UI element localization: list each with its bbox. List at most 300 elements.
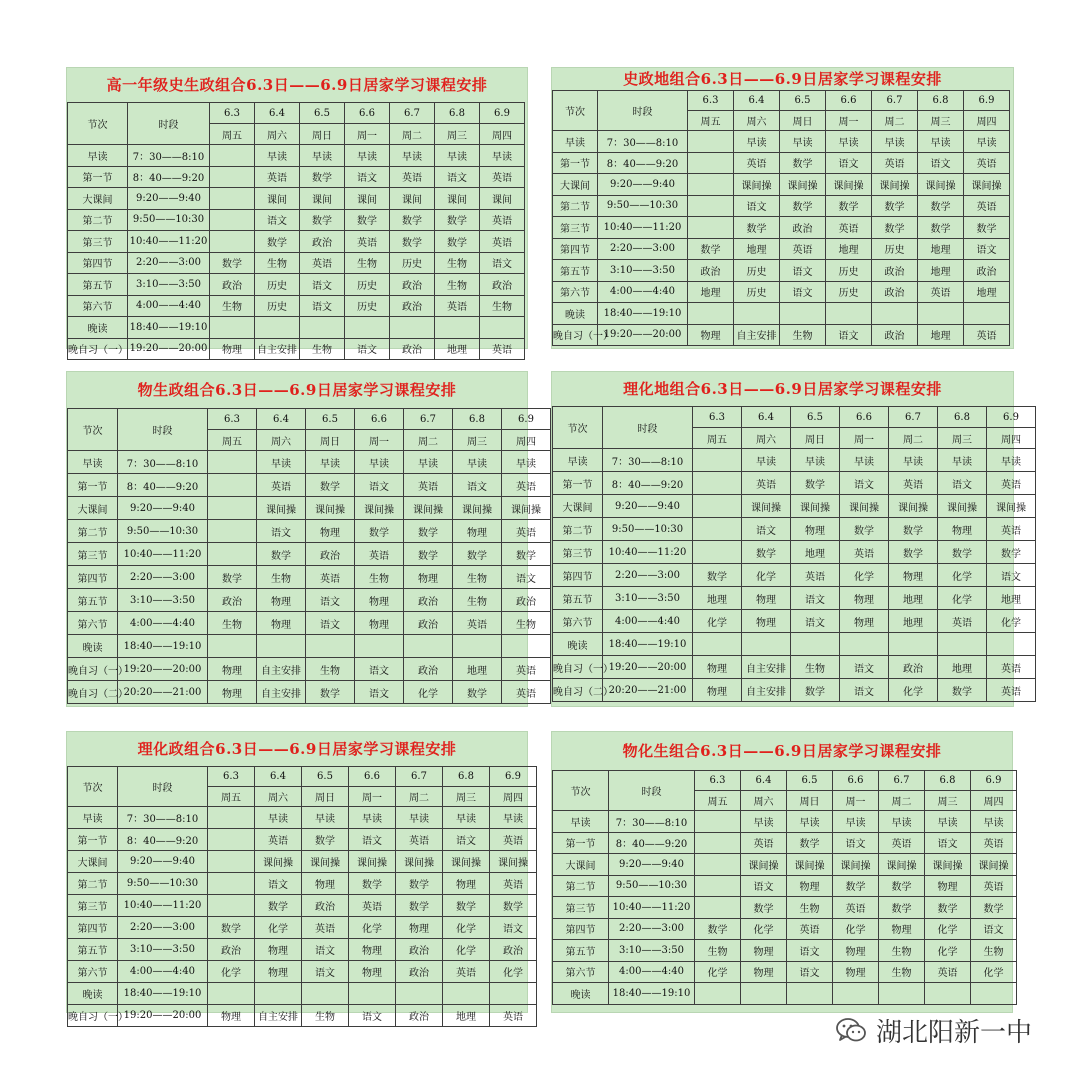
subject-cell: 物理 <box>925 875 971 897</box>
subject-cell: 地理 <box>443 1005 490 1027</box>
weekday-header: 周六 <box>257 430 306 451</box>
subject-cell: 课间操 <box>971 854 1017 876</box>
subject-cell: 英语 <box>480 166 525 188</box>
time-header: 时段 <box>118 409 208 451</box>
subject-cell: 语文 <box>826 324 872 346</box>
subject-cell <box>688 303 734 325</box>
weekday-header: 周一 <box>345 124 390 145</box>
subject-cell: 政治 <box>872 281 918 303</box>
period-cell: 第四节 <box>553 918 609 940</box>
subject-cell: 早读 <box>435 145 480 167</box>
subject-cell: 政治 <box>480 274 525 296</box>
subject-cell: 数学 <box>396 873 443 895</box>
subject-cell: 生物 <box>787 897 833 919</box>
subject-cell: 地理 <box>918 238 964 260</box>
table-row <box>553 832 1017 854</box>
subject-cell: 政治 <box>396 939 443 961</box>
subject-cell: 课间操 <box>741 854 787 876</box>
subject-cell: 英语 <box>987 679 1036 702</box>
subject-cell: 物理 <box>840 610 889 633</box>
time-cell: 9:20——9:40 <box>603 495 693 518</box>
subject-cell: 化学 <box>987 610 1036 633</box>
time-cell: 10:40——11:20 <box>118 543 208 566</box>
table-row <box>553 324 1010 346</box>
subject-cell: 语文 <box>453 474 502 497</box>
subject-cell: 英语 <box>840 541 889 564</box>
subject-cell <box>693 518 742 541</box>
weekday-header: 周二 <box>889 428 938 449</box>
date-header: 6.6 <box>355 409 404 430</box>
time-cell: 4:00——4:40 <box>603 610 693 633</box>
time-cell: 4:00——4:40 <box>118 961 208 983</box>
subject-cell: 语文 <box>255 209 300 231</box>
subject-cell: 英语 <box>443 961 490 983</box>
table-row <box>553 195 1010 217</box>
date-header: 6.8 <box>443 767 490 787</box>
subject-cell: 语文 <box>302 939 349 961</box>
time-cell: 18:40——19:10 <box>128 317 210 339</box>
subject-cell: 数学 <box>210 252 255 274</box>
period-cell: 晚读 <box>553 983 609 1005</box>
subject-cell: 化学 <box>925 918 971 940</box>
subject-cell: 地理 <box>938 656 987 679</box>
table-row <box>553 587 1036 610</box>
subject-cell: 数学 <box>780 152 826 174</box>
subject-cell: 数学 <box>306 474 355 497</box>
header-row <box>553 771 1017 791</box>
period-cell: 晚读 <box>68 635 118 658</box>
subject-cell: 数学 <box>872 217 918 239</box>
panel-title: 物化生组合6.3日——6.9日居家学习课程安排 <box>622 742 942 760</box>
period-cell: 晚读 <box>68 983 118 1005</box>
subject-cell: 数学 <box>349 873 396 895</box>
date-header: 6.8 <box>453 409 502 430</box>
subject-cell: 早读 <box>938 449 987 472</box>
subject-cell: 化学 <box>840 564 889 587</box>
subject-cell: 早读 <box>302 807 349 829</box>
schedule-table <box>67 408 551 704</box>
period-cell: 晚自习（一） <box>68 1005 118 1027</box>
subject-cell: 物理 <box>693 679 742 702</box>
subject-cell: 早读 <box>404 451 453 474</box>
subject-cell: 政治 <box>210 274 255 296</box>
weekday-header: 周日 <box>787 791 833 811</box>
period-cell: 早读 <box>68 145 128 167</box>
subject-cell: 数学 <box>300 209 345 231</box>
time-cell: 4:00——4:40 <box>598 281 688 303</box>
subject-cell <box>300 317 345 339</box>
subject-cell: 数学 <box>255 895 302 917</box>
subject-cell: 数学 <box>453 543 502 566</box>
subject-cell: 课间操 <box>443 851 490 873</box>
period-cell: 晚自习（二） <box>68 681 118 704</box>
subject-cell: 早读 <box>255 807 302 829</box>
subject-cell: 课间 <box>300 188 345 210</box>
subject-cell <box>695 875 741 897</box>
subject-cell: 数学 <box>938 679 987 702</box>
header-row <box>553 91 1010 111</box>
time-cell: 9:50——10:30 <box>603 518 693 541</box>
subject-cell <box>693 541 742 564</box>
weekday-header: 周日 <box>306 430 355 451</box>
table-row <box>68 317 525 339</box>
subject-cell: 英语 <box>964 324 1010 346</box>
date-header: 6.4 <box>741 771 787 791</box>
table-row <box>553 217 1010 239</box>
subject-cell: 早读 <box>349 807 396 829</box>
subject-cell: 英语 <box>987 472 1036 495</box>
date-header: 6.9 <box>987 407 1036 428</box>
subject-cell: 英语 <box>741 832 787 854</box>
panel-title: 理化地组合6.3日——6.9日居家学习课程安排 <box>623 380 942 398</box>
subject-cell: 化学 <box>255 917 302 939</box>
subject-cell: 语文 <box>302 961 349 983</box>
subject-cell <box>918 303 964 325</box>
date-header: 6.3 <box>688 91 734 111</box>
subject-cell: 英语 <box>938 610 987 633</box>
period-cell: 第五节 <box>553 587 603 610</box>
subject-cell: 早读 <box>987 449 1036 472</box>
subject-cell: 英语 <box>872 152 918 174</box>
table-row <box>553 610 1036 633</box>
subject-cell <box>688 174 734 196</box>
table-row <box>68 295 525 317</box>
subject-cell: 生物 <box>355 566 404 589</box>
subject-cell: 语文 <box>925 832 971 854</box>
subject-cell: 英语 <box>390 166 435 188</box>
watermark <box>834 1012 1032 1048</box>
date-header: 6.9 <box>971 771 1017 791</box>
subject-cell: 地理 <box>734 238 780 260</box>
weekday-header: 周二 <box>872 111 918 131</box>
time-cell: 19:20——20:00 <box>603 656 693 679</box>
weekday-header: 周五 <box>210 124 255 145</box>
subject-cell: 语文 <box>734 195 780 217</box>
period-cell: 第五节 <box>68 274 128 296</box>
subject-cell: 物理 <box>404 566 453 589</box>
subject-cell <box>208 451 257 474</box>
table-row <box>553 238 1010 260</box>
time-cell: 3:10——3:50 <box>609 940 695 962</box>
table-row <box>553 875 1017 897</box>
table-row <box>553 633 1036 656</box>
subject-cell: 课间操 <box>833 854 879 876</box>
table-row <box>68 873 537 895</box>
subject-cell: 语文 <box>345 338 390 360</box>
date-header: 6.5 <box>300 103 345 124</box>
subject-cell: 语文 <box>787 940 833 962</box>
subject-cell: 自主安排 <box>734 324 780 346</box>
subject-cell: 课间 <box>345 188 390 210</box>
date-header: 6.3 <box>693 407 742 428</box>
date-header: 6.5 <box>302 767 349 787</box>
subject-cell <box>693 633 742 656</box>
time-cell: 2:20——3:00 <box>118 917 208 939</box>
subject-cell: 早读 <box>925 811 971 833</box>
time-cell: 3:10——3:50 <box>603 587 693 610</box>
subject-cell: 语文 <box>300 295 345 317</box>
period-cell: 第五节 <box>68 939 118 961</box>
weekday-header: 周四 <box>971 791 1017 811</box>
subject-cell: 生物 <box>208 612 257 635</box>
subject-cell: 课间操 <box>889 495 938 518</box>
table-row <box>68 274 525 296</box>
weekday-header: 周四 <box>987 428 1036 449</box>
subject-cell: 历史 <box>734 260 780 282</box>
weekday-header: 周三 <box>443 787 490 807</box>
subject-cell: 数学 <box>879 875 925 897</box>
date-header: 6.7 <box>872 91 918 111</box>
schedule-table <box>552 770 1017 1005</box>
date-header: 6.3 <box>208 409 257 430</box>
time-cell: 8：40——9:20 <box>128 166 210 188</box>
subject-cell <box>210 145 255 167</box>
subject-cell <box>208 474 257 497</box>
subject-cell: 生物 <box>971 940 1017 962</box>
subject-cell: 英语 <box>300 252 345 274</box>
table-row <box>68 497 551 520</box>
subject-cell: 英语 <box>435 295 480 317</box>
subject-cell: 课间操 <box>502 497 551 520</box>
subject-cell: 早读 <box>833 811 879 833</box>
subject-cell: 数学 <box>872 195 918 217</box>
period-cell: 第四节 <box>553 564 603 587</box>
date-header: 6.9 <box>490 767 537 787</box>
period-header: 节次 <box>553 407 603 449</box>
schedule-panel <box>66 731 528 1023</box>
subject-cell: 历史 <box>826 260 872 282</box>
subject-cell: 早读 <box>355 451 404 474</box>
weekday-header: 周五 <box>693 428 742 449</box>
date-header: 6.6 <box>345 103 390 124</box>
subject-cell: 政治 <box>390 274 435 296</box>
subject-cell <box>390 317 435 339</box>
subject-cell: 物理 <box>889 564 938 587</box>
subject-cell: 数学 <box>826 195 872 217</box>
subject-cell: 早读 <box>879 811 925 833</box>
subject-cell: 英语 <box>987 656 1036 679</box>
subject-cell: 英语 <box>780 238 826 260</box>
subject-cell: 英语 <box>971 875 1017 897</box>
date-header: 6.7 <box>404 409 453 430</box>
subject-cell: 生物 <box>435 274 480 296</box>
weekday-header: 周三 <box>918 111 964 131</box>
table-row <box>553 472 1036 495</box>
time-cell: 9:20——9:40 <box>118 851 208 873</box>
subject-cell <box>742 633 791 656</box>
subject-cell <box>210 317 255 339</box>
subject-cell: 早读 <box>255 145 300 167</box>
table-row <box>68 566 551 589</box>
time-cell: 9:20——9:40 <box>118 497 208 520</box>
subject-cell: 地理 <box>826 238 872 260</box>
subject-cell: 历史 <box>872 238 918 260</box>
time-cell: 8：40——9:20 <box>603 472 693 495</box>
subject-cell <box>693 449 742 472</box>
subject-cell: 物理 <box>306 520 355 543</box>
subject-cell <box>208 635 257 658</box>
subject-cell: 英语 <box>490 829 537 851</box>
time-header: 时段 <box>128 103 210 145</box>
subject-cell <box>695 811 741 833</box>
time-cell: 2:20——3:00 <box>118 566 208 589</box>
subject-cell: 化学 <box>349 917 396 939</box>
period-cell: 第二节 <box>553 518 603 541</box>
subject-cell <box>255 317 300 339</box>
subject-cell: 化学 <box>889 679 938 702</box>
subject-cell: 课间操 <box>257 497 306 520</box>
subject-cell: 英语 <box>787 918 833 940</box>
subject-cell <box>695 832 741 854</box>
table-row <box>68 338 525 360</box>
time-cell: 8：40——9:20 <box>609 832 695 854</box>
weekday-header: 周一 <box>349 787 396 807</box>
subject-cell: 数学 <box>925 897 971 919</box>
table-row <box>68 658 551 681</box>
subject-cell <box>693 472 742 495</box>
subject-cell: 历史 <box>734 281 780 303</box>
period-cell: 第三节 <box>553 541 603 564</box>
subject-cell: 语文 <box>742 518 791 541</box>
subject-cell: 英语 <box>306 566 355 589</box>
subject-cell: 物理 <box>693 656 742 679</box>
subject-cell: 语文 <box>257 520 306 543</box>
period-header: 节次 <box>553 91 598 131</box>
table-row <box>553 495 1036 518</box>
subject-cell <box>938 633 987 656</box>
header-row <box>68 103 525 124</box>
subject-cell: 物理 <box>349 961 396 983</box>
subject-cell: 生物 <box>780 324 826 346</box>
date-header: 6.7 <box>396 767 443 787</box>
schedule-table <box>552 406 1036 702</box>
table-row <box>68 474 551 497</box>
subject-cell: 早读 <box>480 145 525 167</box>
subject-cell: 历史 <box>255 274 300 296</box>
period-cell: 大课间 <box>553 495 603 518</box>
table-row <box>68 1005 537 1027</box>
time-cell: 20:20——21:00 <box>603 679 693 702</box>
subject-cell: 物理 <box>255 961 302 983</box>
subject-cell: 早读 <box>840 449 889 472</box>
time-cell: 10:40——11:20 <box>598 217 688 239</box>
subject-cell: 自主安排 <box>742 656 791 679</box>
subject-cell <box>695 897 741 919</box>
subject-cell: 数学 <box>741 897 787 919</box>
subject-cell <box>302 983 349 1005</box>
weekday-header: 周六 <box>255 124 300 145</box>
subject-cell: 化学 <box>833 918 879 940</box>
date-header: 6.3 <box>208 767 255 787</box>
subject-cell: 数学 <box>840 518 889 541</box>
subject-cell: 地理 <box>918 260 964 282</box>
period-cell: 晚读 <box>553 303 598 325</box>
subject-cell: 英语 <box>964 152 1010 174</box>
subject-cell: 语文 <box>349 829 396 851</box>
subject-cell: 课间操 <box>404 497 453 520</box>
subject-cell: 英语 <box>349 895 396 917</box>
subject-cell: 历史 <box>390 252 435 274</box>
subject-cell: 物理 <box>355 589 404 612</box>
subject-cell: 物理 <box>255 939 302 961</box>
time-cell: 9:50——10:30 <box>598 195 688 217</box>
time-cell: 18:40——19:10 <box>598 303 688 325</box>
subject-cell: 数学 <box>833 875 879 897</box>
subject-cell: 数学 <box>302 829 349 851</box>
panel-title: 理化政组合6.3日——6.9日居家学习课程安排 <box>137 740 457 758</box>
period-cell: 第三节 <box>68 895 118 917</box>
subject-cell: 早读 <box>300 145 345 167</box>
subject-cell <box>688 217 734 239</box>
subject-cell: 早读 <box>787 811 833 833</box>
table-row <box>68 145 525 167</box>
subject-cell: 政治 <box>502 589 551 612</box>
subject-cell: 课间操 <box>349 851 396 873</box>
subject-cell: 语文 <box>780 281 826 303</box>
subject-cell: 数学 <box>987 541 1036 564</box>
subject-cell: 化学 <box>404 681 453 704</box>
subject-cell: 政治 <box>390 338 435 360</box>
subject-cell: 数学 <box>791 472 840 495</box>
subject-cell <box>443 983 490 1005</box>
schedule-table <box>67 102 525 360</box>
time-cell: 18:40——19:10 <box>118 983 208 1005</box>
time-cell: 19:20——20:00 <box>128 338 210 360</box>
subject-cell: 语文 <box>840 472 889 495</box>
period-cell: 大课间 <box>68 188 128 210</box>
subject-cell: 课间操 <box>925 854 971 876</box>
date-header: 6.3 <box>695 771 741 791</box>
date-header: 6.7 <box>879 771 925 791</box>
time-cell: 3:10——3:50 <box>118 589 208 612</box>
subject-cell <box>840 633 889 656</box>
subject-cell: 英语 <box>490 873 537 895</box>
table-row <box>553 449 1036 472</box>
weekday-header: 周日 <box>791 428 840 449</box>
subject-cell <box>345 317 390 339</box>
weekday-header: 周五 <box>695 791 741 811</box>
period-header: 节次 <box>68 409 118 451</box>
time-cell: 7：30——8:10 <box>118 807 208 829</box>
table-row <box>553 897 1017 919</box>
date-header: 6.8 <box>925 771 971 791</box>
wechat-icon <box>834 1013 868 1047</box>
date-header: 6.3 <box>210 103 255 124</box>
subject-cell <box>210 188 255 210</box>
date-header: 6.4 <box>255 767 302 787</box>
table-row <box>553 854 1017 876</box>
time-cell: 7：30——8:10 <box>609 811 695 833</box>
subject-cell <box>780 303 826 325</box>
subject-cell: 数学 <box>443 895 490 917</box>
period-cell: 早读 <box>68 807 118 829</box>
subject-cell: 数学 <box>257 543 306 566</box>
subject-cell: 生物 <box>255 252 300 274</box>
subject-cell: 物理 <box>833 961 879 983</box>
time-cell: 9:50——10:30 <box>128 209 210 231</box>
subject-cell: 地理 <box>791 541 840 564</box>
watermark-text: 湖北阳新一中 <box>876 1017 1033 1048</box>
subject-cell: 政治 <box>396 1005 443 1027</box>
subject-cell: 课间操 <box>938 495 987 518</box>
subject-cell <box>490 983 537 1005</box>
period-cell: 晚自习（一） <box>553 324 598 346</box>
subject-cell: 地理 <box>435 338 480 360</box>
subject-cell <box>355 635 404 658</box>
period-cell: 大课间 <box>553 854 609 876</box>
subject-cell: 课间操 <box>396 851 443 873</box>
time-cell: 9:50——10:30 <box>609 875 695 897</box>
